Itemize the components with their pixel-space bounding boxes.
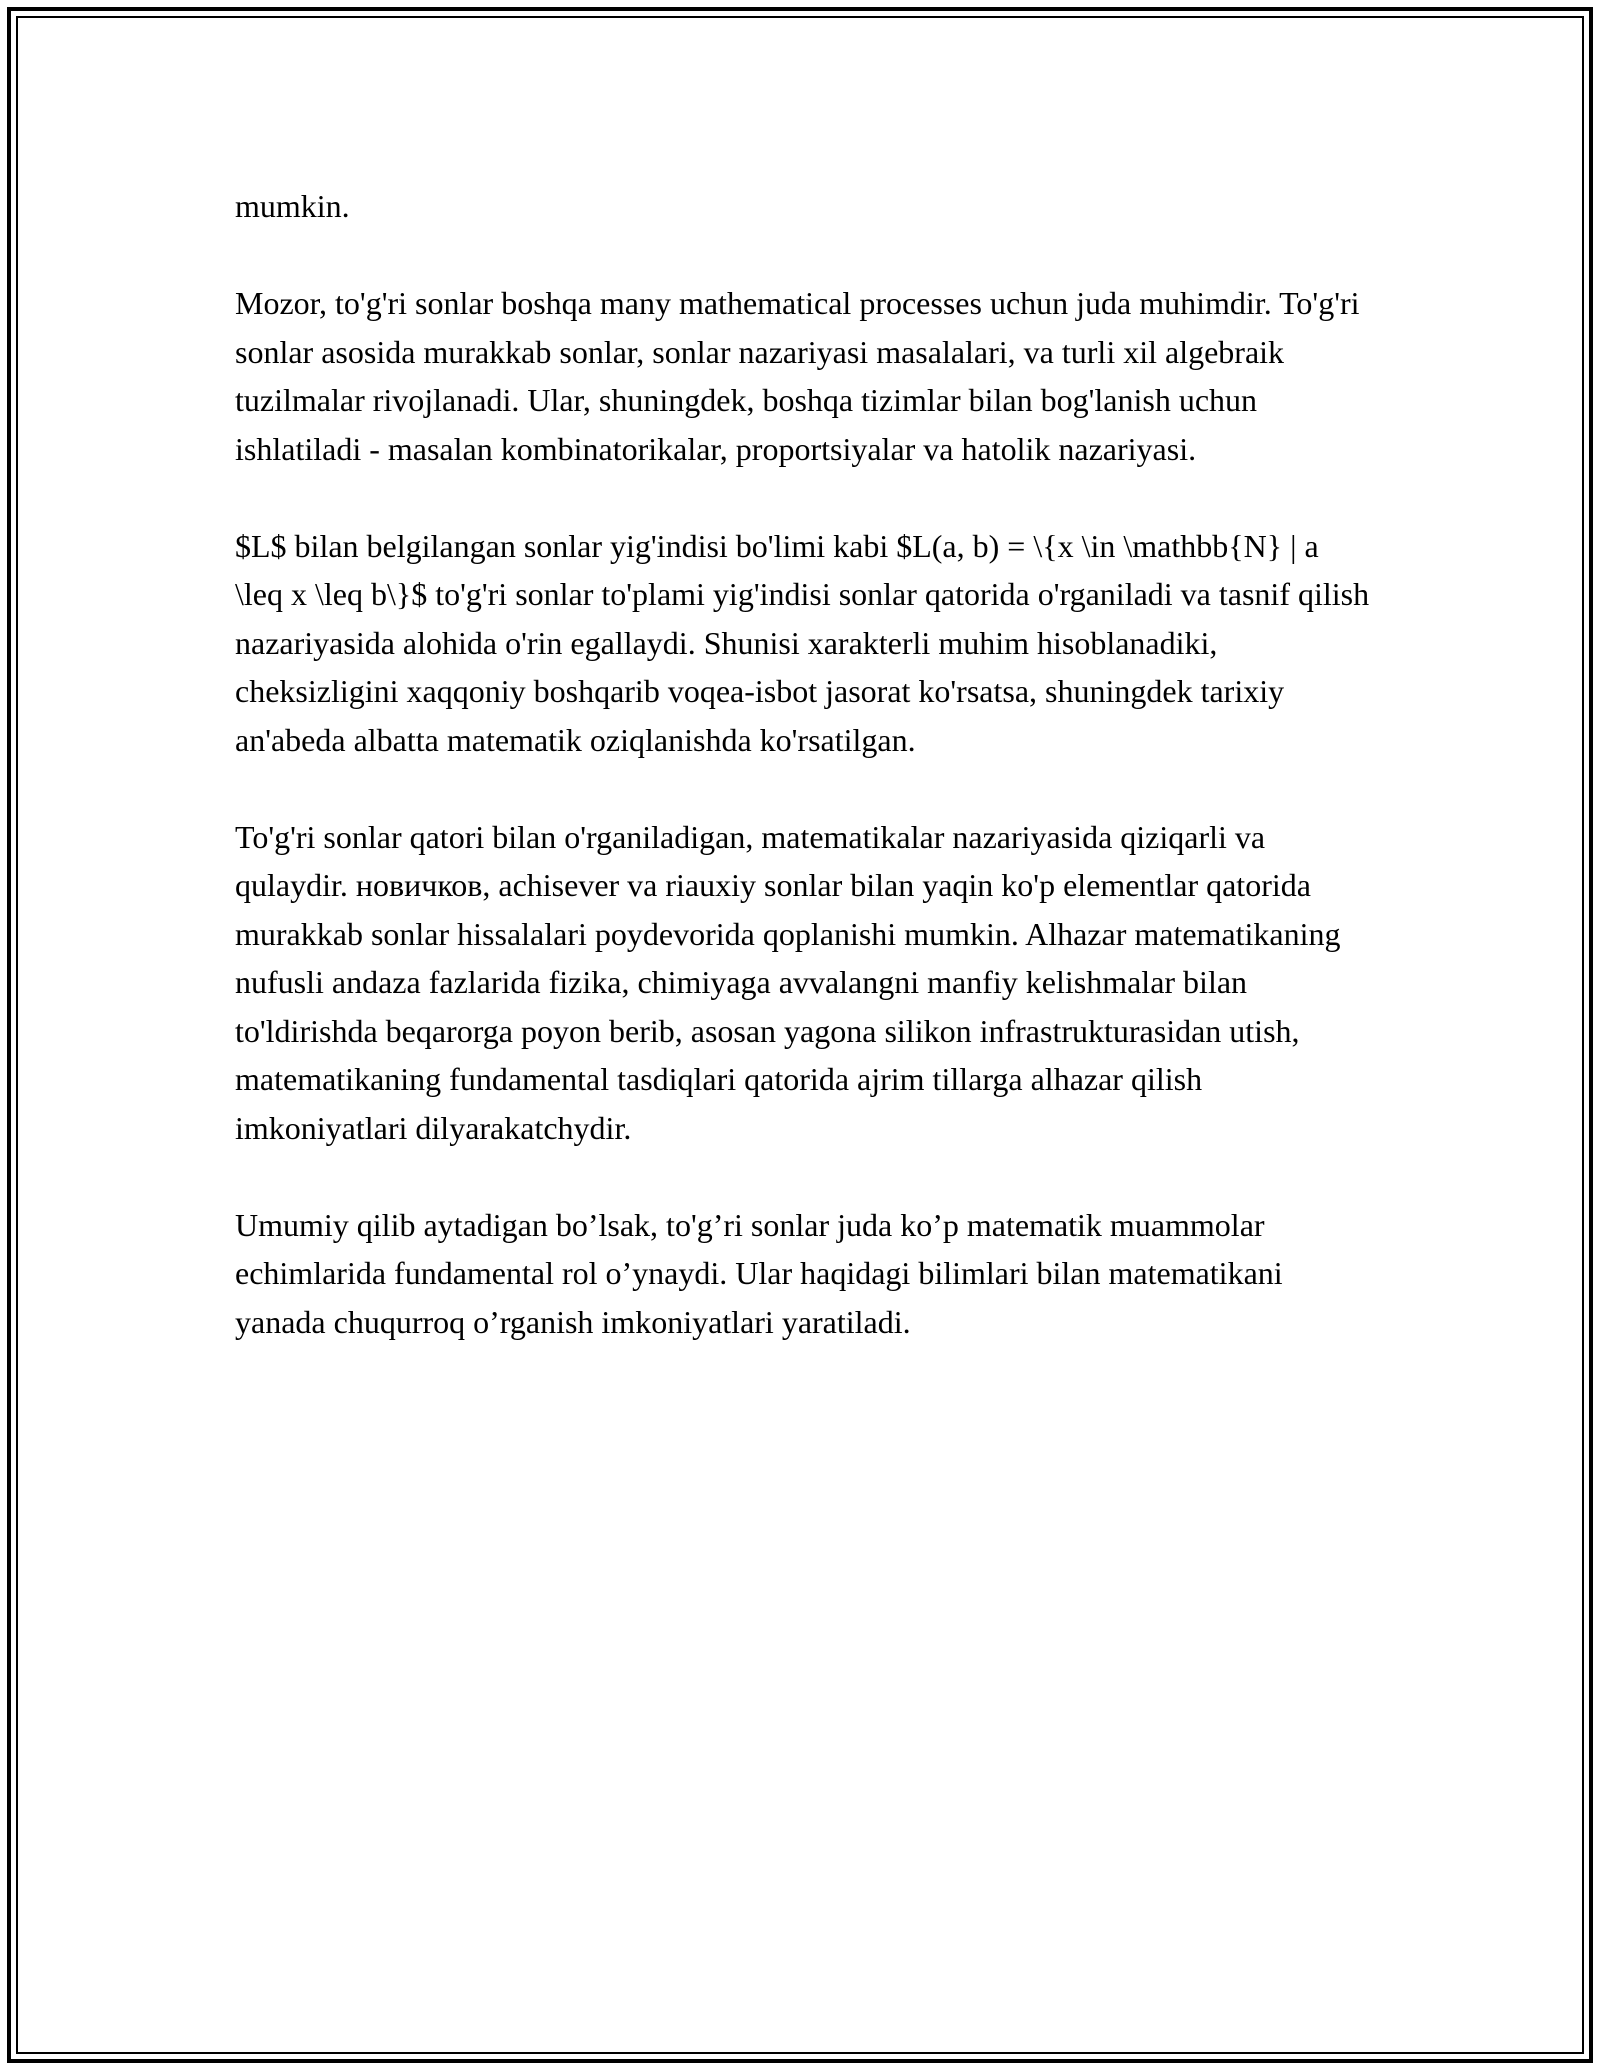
document-body <box>235 182 1370 1346</box>
paragraph-5: Umumiy qilib aytadigan bo’lsak, to'g’ri sonlar juda ko’p matematik muammolar echimlarida fundamental rol o’ynaydi. Ular haqidagi bilimlari bilan matematikani yanada chuqurroq o’rganish imkoniyatlari yaratiladi. <box>235 1206 1283 1340</box>
paragraph-4: To'g'ri sonlar qatori bilan o'rganiladigan, matematikalar nazariyasida qiziqarli va qulaydir. новичков, achisever va riauxiy sonlar bilan yaqin ko'p elementlar qatorida murakkab sonlar hissalalari poydevorida qoplanishi mumkin. Alhazar matematikaning nufusli andaza fazlarida fizika, chimiyaga avvalangni manfiy kelishmalar bilan to'ldirishda beqarorga poyon berib, asosan yagona silikon infrastrukturasidan utish, matematikaning fundamental tasdiqlari qatorida ajrim tillarga alhazar qilish imkoniyatlari dilyarakatchydir. <box>235 818 1341 1146</box>
paragraph-3: $L$ bilan belgilangan sonlar yig'indisi bo'limi kabi $L(a, b) = \{x \in \mathbb{N} | a \leq x \leq b\}$ to'g'ri sonlar to'plami yig'indisi sonlar qatorida o'rganiladi va tasnif qilish nazariyasida alohida o'rin egallaydi. Shunisi xarakterli muhim hisoblanadiki, cheksizligini xaqqoniy boshqarib voqea-isbot jasorat ko'rsatsa, shuningdek tarixiy an'abeda albatta matematik oziqlanishda ko'rsatilgan. <box>235 527 1370 758</box>
paragraph-1: mumkin. <box>235 188 350 224</box>
paragraph-2: Mozor, to'g'ri sonlar boshqa many mathematical processes uchun juda muhimdir. To'g'ri sonlar asosida murakkab sonlar, sonlar nazariyasi masalalari, va turli xil algebraik tuzilmalar rivojlanadi. Ular, shuningdek, boshqa tizimlar bilan bog'lanish uchun ishlatiladi - masalan kombinatorikalar, proportsiyalar va hatolik nazariyasi. <box>235 285 1360 467</box>
